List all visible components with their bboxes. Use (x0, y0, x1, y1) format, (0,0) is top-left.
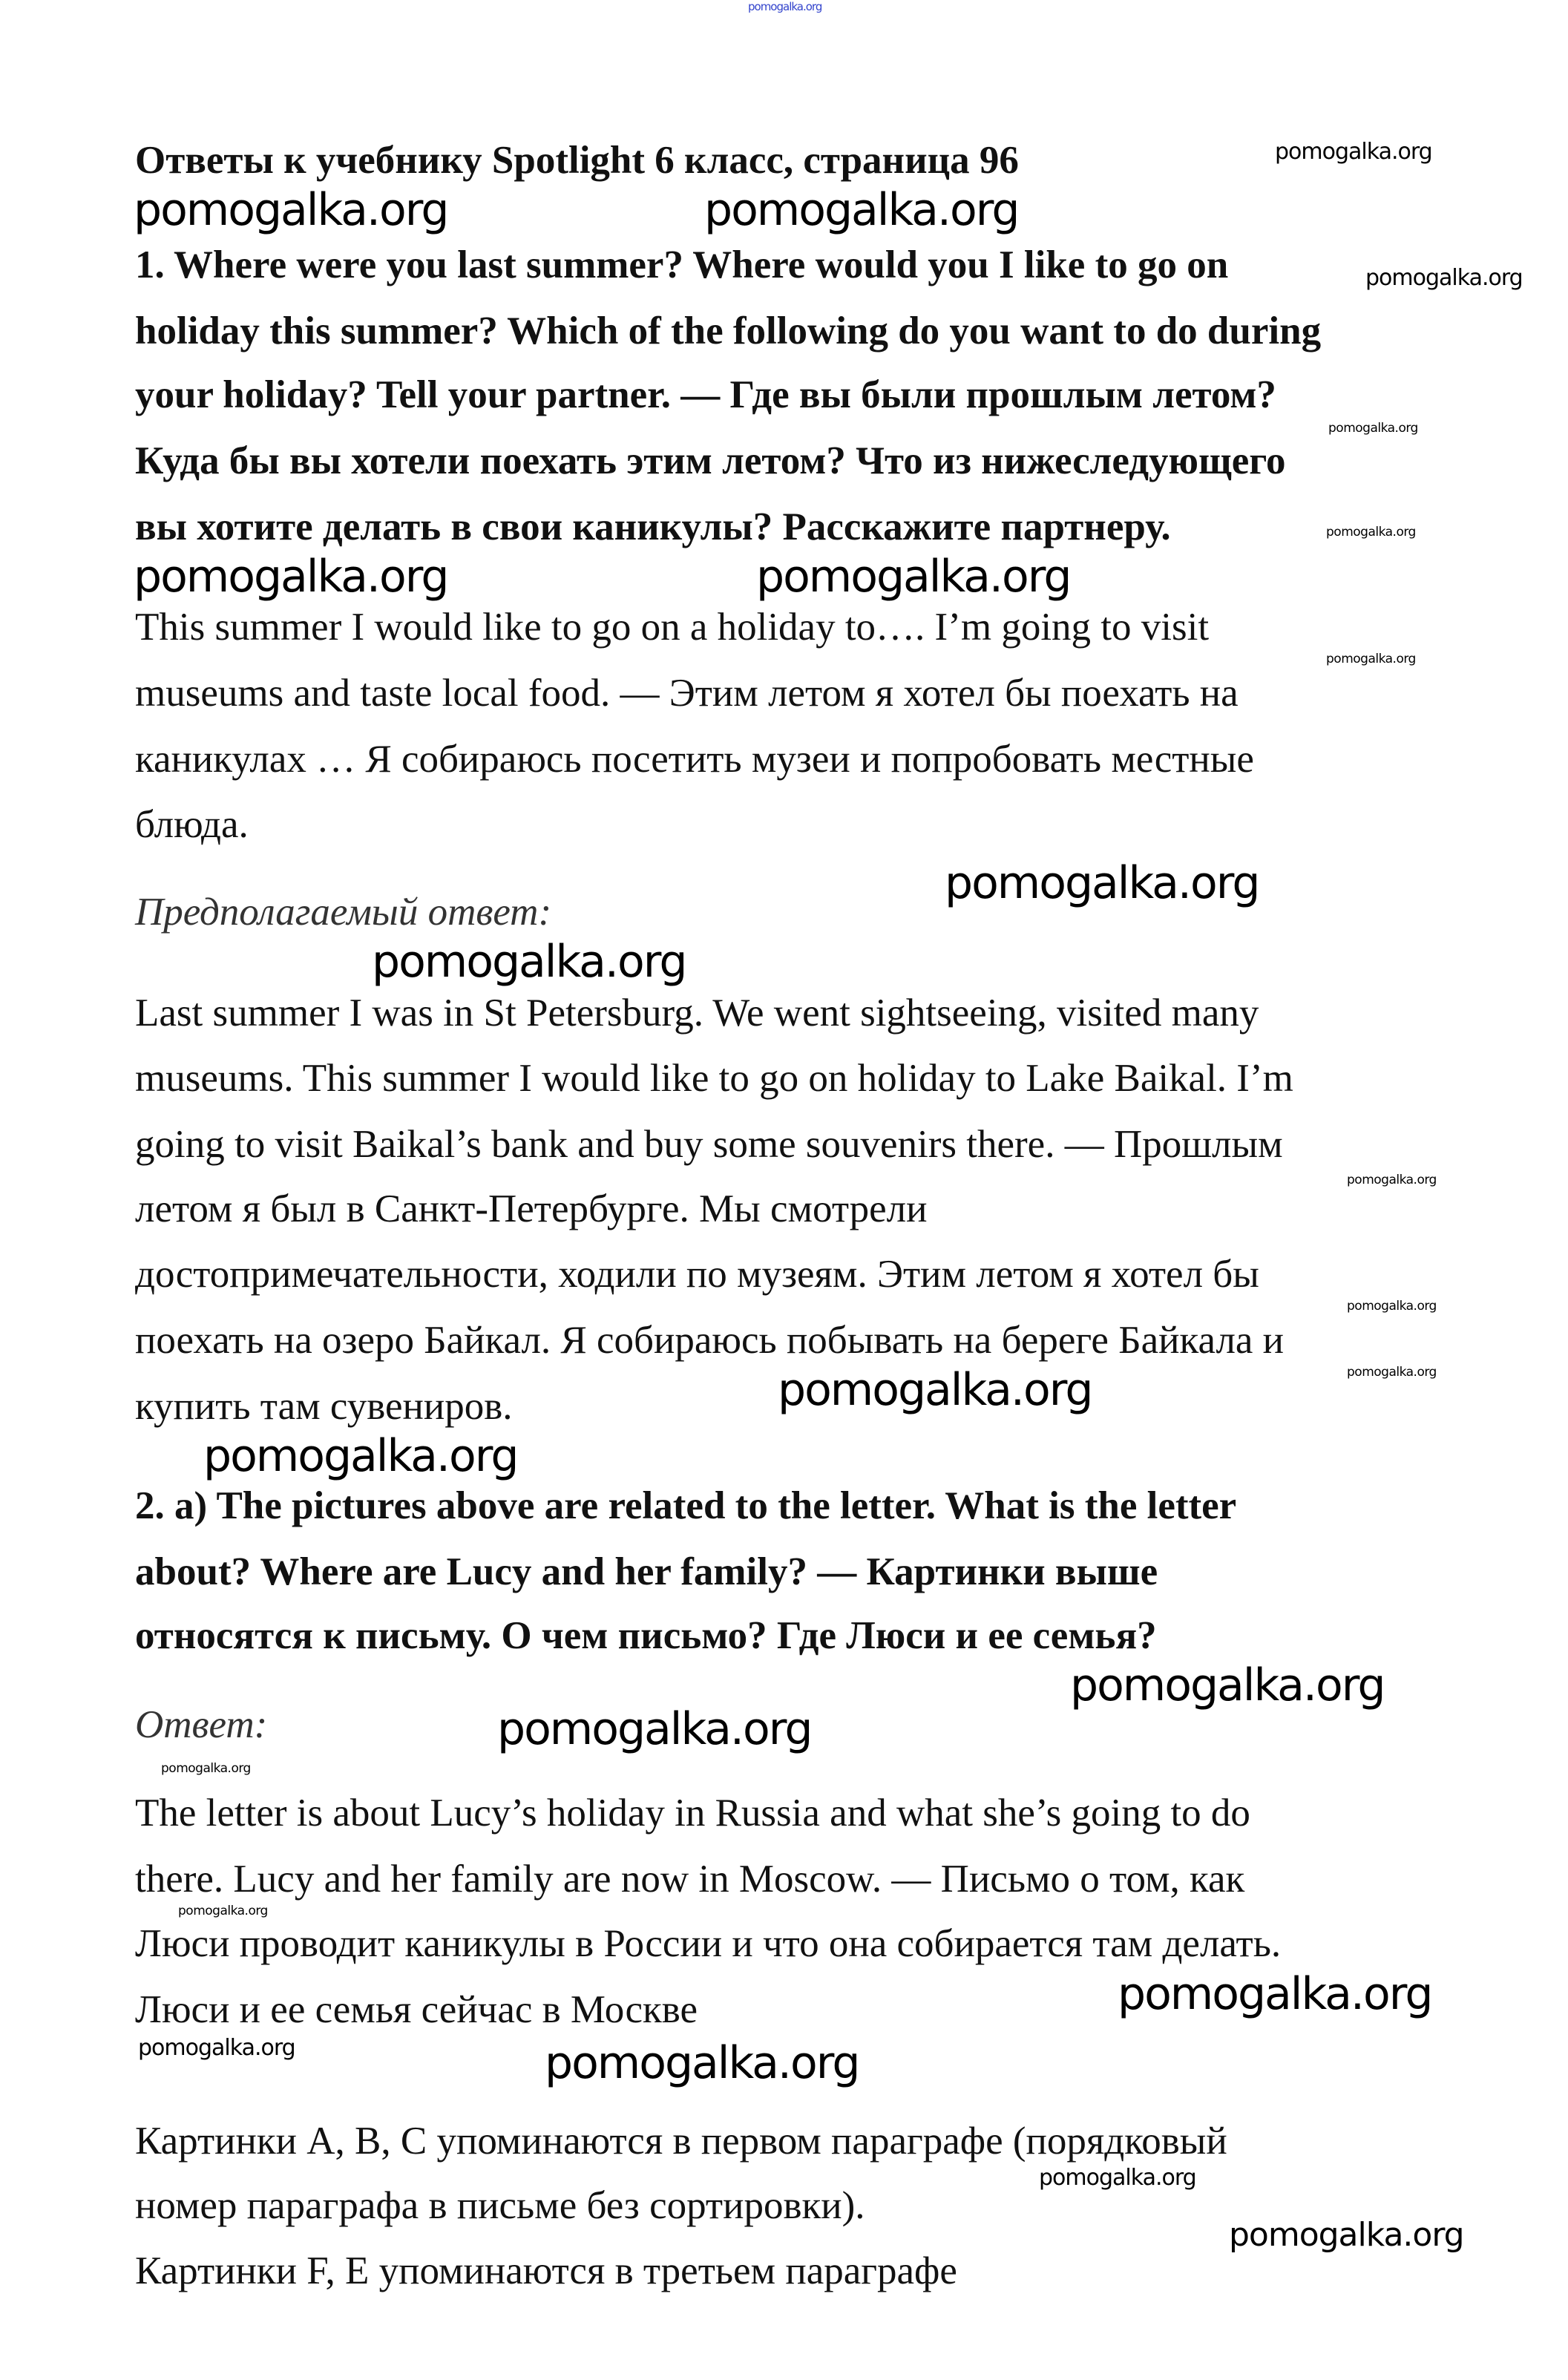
watermark: pomogalka.org (1365, 265, 1523, 291)
task1-question-line: holiday this summer? Which of the following do you want to do during (135, 309, 1322, 353)
watermark: pomogalka.org (161, 1761, 251, 1776)
watermark: pomogalka.org (756, 551, 1071, 603)
watermark: pomogalka.org (1118, 1968, 1432, 2020)
task2-note-line: номер параграфа в письме без сортировки). (135, 2184, 865, 2227)
page-title: Ответы к учебнику Spotlight 6 класс, страница 96 (135, 139, 1019, 182)
watermark: pomogalka.org (1326, 652, 1416, 666)
task1-template-line: блюда. (135, 803, 249, 846)
watermark: pomogalka.org (1070, 1659, 1385, 1711)
task1-question-line: your holiday? Tell your partner. — Где вы были прошлым летом? (135, 373, 1276, 416)
watermark: pomogalka.org (372, 936, 686, 988)
task2-answer-line: Люси проводит каникулы в России и что она собирается там делать. (135, 1922, 1282, 1965)
top-watermark: pomogalka.org (748, 0, 822, 13)
watermark: pomogalka.org (1347, 1173, 1437, 1187)
task1-question-line: вы хотите делать в свои каникулы? Расскажите партнеру. (135, 505, 1171, 548)
task2-answer-line: Люси и ее семья сейчас в Москве (135, 1988, 698, 2031)
task1-answer-line: going to visit Baikal’s bank and buy some souvenirs there. — Прошлым (135, 1123, 1283, 1166)
task1-answer-label: Предполагаемый ответ: (135, 891, 552, 934)
task1-question-line: 1. Where were you last summer? Where would you I like to go on (135, 243, 1229, 286)
watermark: pomogalka.org (1347, 1365, 1437, 1380)
watermark: pomogalka.org (704, 184, 1019, 236)
task2-question-line: 2. a) The pictures above are related to the letter. What is the letter (135, 1484, 1237, 1527)
watermark: pomogalka.org (1275, 139, 1432, 165)
task1-answer-line: Last summer I was in St Petersburg. We went sightseeing, visited many (135, 991, 1259, 1035)
task2-question-line: относятся к письму. О чем письмо? Где Люси и ее семья? (135, 1614, 1157, 1657)
task2-answer-line: The letter is about Lucy’s holiday in Russia and what she’s going to do (135, 1791, 1250, 1835)
watermark: pomogalka.org (1328, 421, 1418, 436)
task2-answer-label: Ответ: (135, 1703, 268, 1746)
task1-answer-line: поехать на озеро Байкал. Я собираюсь побывать на береге Байкала и (135, 1319, 1285, 1362)
watermark: pomogalka.org (945, 857, 1259, 909)
watermark: pomogalka.org (1326, 525, 1416, 540)
watermark: pomogalka.org (1229, 2216, 1464, 2254)
task1-answer-line: купить там сувениров. (135, 1385, 513, 1428)
watermark: pomogalka.org (497, 1703, 812, 1755)
watermark: pomogalka.org (138, 2035, 295, 2061)
task1-template-line: museums and taste local food. — Этим летом я хотел бы поехать на (135, 672, 1239, 715)
watermark: pomogalka.org (203, 1430, 518, 1482)
task1-template-line: This summer I would like to go on a holiday to…. I’m going to visit (135, 606, 1210, 649)
task2-answer-line: there. Lucy and her family are now in Moscow. — Письмо о том, как (135, 1858, 1245, 1901)
task2-question-line: about? Where are Lucy and her family? — Картинки выше (135, 1550, 1158, 1593)
watermark: pomogalka.org (778, 1364, 1092, 1416)
task1-template-line: каникулах … Я собираюсь посетить музеи и попробовать местные (135, 738, 1254, 781)
watermark: pomogalka.org (1039, 2165, 1196, 2191)
watermark: pomogalka.org (545, 2037, 859, 2089)
task1-question-line: Куда бы вы хотели поехать этим летом? Что из нижеследующего (135, 439, 1286, 482)
task2-note-line: Картинки A, B, C упоминаются в первом параграфе (порядковый (135, 2120, 1227, 2163)
watermark: pomogalka.org (134, 551, 448, 603)
watermark: pomogalka.org (1347, 1299, 1437, 1314)
task1-answer-line: летом я был в Санкт-Петербурге. Мы смотрели (135, 1187, 928, 1230)
watermark: pomogalka.org (178, 1904, 268, 1918)
watermark: pomogalka.org (134, 184, 448, 236)
task1-answer-line: достопримечательности, ходили по музеям. Этим летом я хотел бы (135, 1253, 1259, 1296)
task2-note-line: Картинки F, E упоминаются в третьем параграфе (135, 2249, 957, 2292)
task1-answer-line: museums. This summer I would like to go on holiday to Lake Baikal. I’m (135, 1057, 1293, 1100)
